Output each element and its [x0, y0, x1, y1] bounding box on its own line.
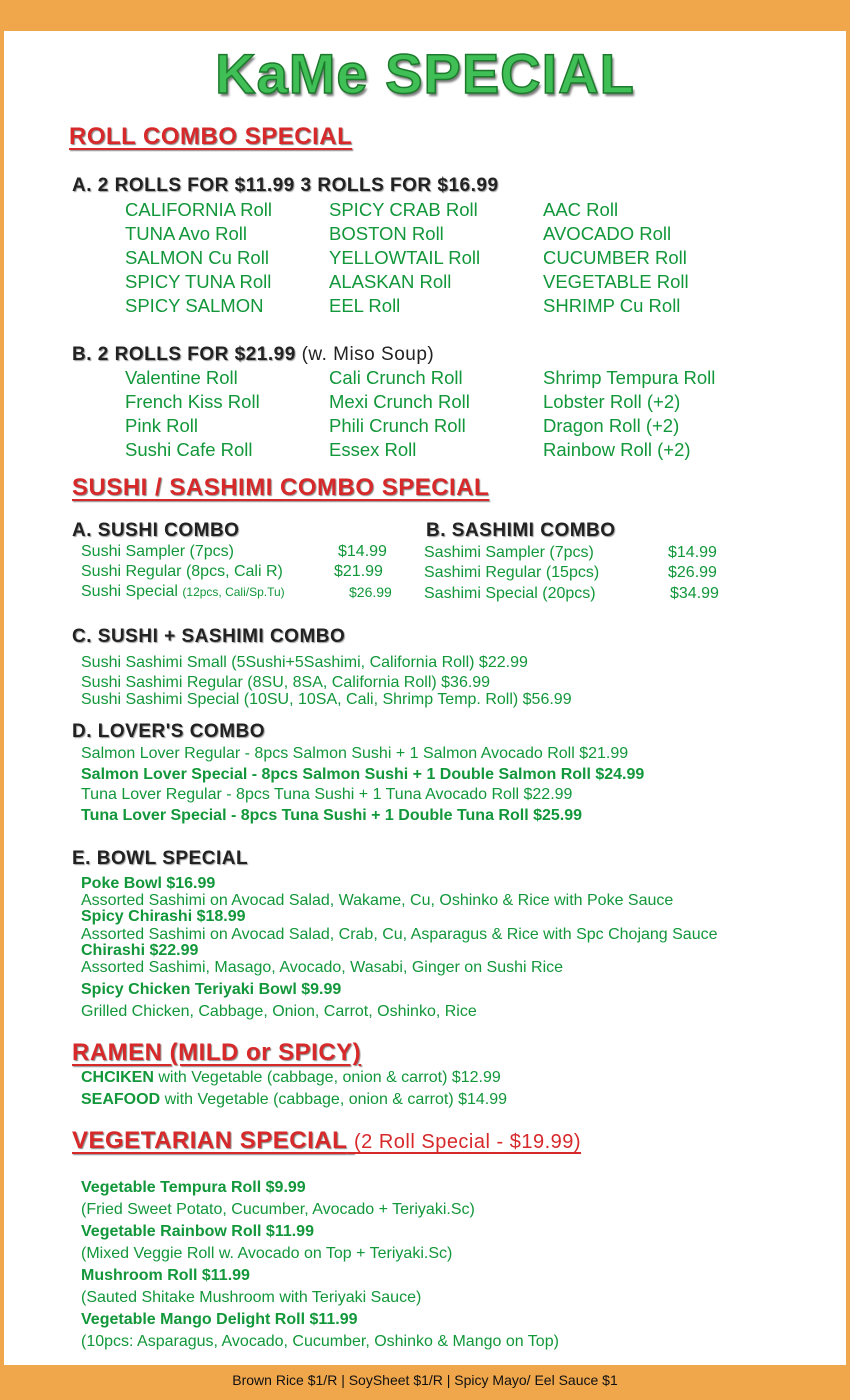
sashimi-combo-item-name: Sashimi Regular (15pcs) — [424, 564, 600, 581]
bowl-item-name: Spicy Chirashi $18.99 — [81, 908, 246, 925]
veg-item-desc: (Fried Sweet Potato, Cucumber, Avocado + Teriyaki.Sc) — [81, 1201, 475, 1218]
veg-item-name: Vegetable Mango Delight Roll $11.99 — [81, 1311, 358, 1328]
sushi-combo-item-name: Sushi Regular (8pcs, Cali R) — [81, 563, 283, 580]
veg-item-name: Vegetable Tempura Roll $9.99 — [81, 1179, 306, 1196]
list-item: Shrimp Tempura Roll — [543, 367, 716, 388]
list-item: SPICY TUNA Roll — [125, 271, 272, 292]
lovers-combo-heading: D. LOVER'S COMBO — [72, 721, 266, 742]
list-item: SPICY CRAB Roll — [329, 199, 478, 220]
ramen-heading: RAMEN (MILD or SPICY) — [72, 1039, 362, 1066]
list-item: VEGETABLE Roll — [543, 271, 689, 292]
list-item: Rainbow Roll (+2) — [543, 439, 691, 460]
list-item: Dragon Roll (+2) — [543, 415, 680, 436]
sushi-combo-item-name: Sushi Sampler (7pcs) — [81, 543, 234, 560]
sushi-sashimi-heading: SUSHI / SASHIMI COMBO SPECIAL — [72, 474, 490, 501]
list-item: Salmon Lover Regular - 8pcs Salmon Sushi + 1 Salmon Avocado Roll $21.99 — [81, 745, 629, 762]
list-item: Pink Roll — [125, 415, 198, 436]
sushi-combo-heading: A. SUSHI COMBO — [72, 520, 240, 541]
sashimi-combo-heading: B. SASHIMI COMBO — [426, 520, 616, 541]
bowl-item-desc: Grilled Chicken, Cabbage, Onion, Carrot, Oshinko, Rice — [81, 1003, 477, 1020]
roll-combo-b-note: (w. Miso Soup) — [301, 344, 435, 365]
list-item: EEL Roll — [329, 295, 401, 316]
list-item: Essex Roll — [329, 439, 417, 460]
sashimi-combo-item-price: $34.99 — [670, 585, 719, 602]
list-item: Cali Crunch Roll — [329, 367, 463, 388]
bowl-item-name: Poke Bowl $16.99 — [81, 875, 216, 892]
list-item: AAC Roll — [543, 199, 619, 220]
sashimi-combo-item-price: $14.99 — [668, 544, 717, 561]
list-item: SALMON Cu Roll — [125, 247, 269, 268]
menu-panel — [4, 31, 846, 1365]
bowl-item-desc: Assorted Sashimi on Avocad Salad, Wakame, Cu, Oshinko & Rice with Poke Sauce — [81, 892, 674, 909]
veg-item-name: Vegetable Rainbow Roll $11.99 — [81, 1223, 314, 1240]
list-item: Phili Crunch Roll — [329, 415, 466, 436]
bowl-item-desc: Assorted Sashimi, Masago, Avocado, Wasabi, Ginger on Sushi Rice — [81, 959, 564, 976]
roll-combo-heading: ROLL COMBO SPECIAL — [69, 123, 353, 150]
vegetarian-heading: VEGETARIAN SPECIAL (2 Roll Special - $19.99) — [72, 1127, 582, 1154]
list-item: Sushi Sashimi Small (5Sushi+5Sashimi, California Roll) $22.99 — [81, 654, 528, 671]
list-item: Lobster Roll (+2) — [543, 391, 681, 412]
sashimi-combo-item-name: Sashimi Special (20pcs) — [424, 585, 596, 602]
veg-item-desc: (Sauted Shitake Mushroom with Teriyaki Sauce) — [81, 1289, 422, 1306]
list-item: BOSTON Roll — [329, 223, 444, 244]
list-item: Valentine Roll — [125, 367, 238, 388]
list-item: Sushi Cafe Roll — [125, 439, 253, 460]
list-item: CALIFORNIA Roll — [125, 199, 273, 220]
list-item: Sushi Sashimi Special (10SU, 10SA, Cali, Shrimp Temp. Roll) $56.99 — [81, 691, 572, 708]
ramen-item: SEAFOOD with Vegetable (cabbage, onion & carrot) $14.99 — [81, 1091, 508, 1108]
list-item: Salmon Lover Special - 8pcs Salmon Sushi + 1 Double Salmon Roll $24.99 — [81, 766, 645, 783]
sashimi-combo-item-price: $26.99 — [668, 564, 717, 581]
list-item: French Kiss Roll — [125, 391, 260, 412]
list-item: Tuna Lover Special - 8pcs Tuna Sushi + 1 Double Tuna Roll $25.99 — [81, 807, 583, 824]
roll-combo-a-heading: A. 2 ROLLS FOR $11.99 3 ROLLS FOR $16.99 — [72, 175, 499, 196]
bowl-special-heading: E. BOWL SPECIAL — [72, 848, 249, 869]
list-item: SPICY SALMON — [125, 295, 264, 316]
veg-item-desc: (Mixed Veggie Roll w. Avocado on Top + Teriyaki.Sc) — [81, 1245, 453, 1262]
ramen-item: CHCIKEN with Vegetable (cabbage, onion & carrot) $12.99 — [81, 1069, 501, 1086]
list-item: CUCUMBER Roll — [543, 247, 687, 268]
list-item: ALASKAN Roll — [329, 271, 452, 292]
sushi-combo-item-price: $21.99 — [334, 563, 383, 580]
veg-item-desc: (10pcs: Asparagus, Avocado, Cucumber, Oshinko & Mango on Top) — [81, 1333, 559, 1350]
veg-item-name: Mushroom Roll $11.99 — [81, 1267, 250, 1284]
sushi-combo-item-price: $14.99 — [338, 543, 387, 560]
sushi-sashimi-combo-heading: C. SUSHI + SASHIMI COMBO — [72, 626, 346, 647]
menu-title: KaMe SPECIAL — [215, 42, 635, 105]
list-item: Sushi Sashimi Regular (8SU, 8SA, California Roll) $36.99 — [81, 674, 491, 691]
sashimi-combo-item-name: Sashimi Sampler (7pcs) — [424, 544, 594, 561]
list-item: Mexi Crunch Roll — [329, 391, 470, 412]
footer-extras: Brown Rice $1/R | SoySheet $1/R | Spicy Mayo/ Eel Sauce $1 — [232, 1372, 618, 1388]
vegetarian-note: (2 Roll Special - $19.99) — [354, 1131, 582, 1153]
sushi-special-item: Sushi Special (12pcs, Cali/Sp.Tu) — [81, 583, 285, 600]
bowl-item-desc: Assorted Sashimi on Avocad Salad, Crab, Cu, Asparagus & Rice with Spc Chojang Sauce — [81, 926, 718, 943]
list-item: AVOCADO Roll — [543, 223, 672, 244]
bowl-item-name: Chirashi $22.99 — [81, 942, 199, 959]
list-item: SHRIMP Cu Roll — [543, 295, 681, 316]
bowl-item-name: Spicy Chicken Teriyaki Bowl $9.99 — [81, 981, 342, 998]
roll-combo-b-heading: B. 2 ROLLS FOR $21.99 (w. Miso Soup) — [72, 344, 435, 365]
sushi-special-price: $26.99 — [349, 584, 392, 600]
list-item: TUNA Avo Roll — [125, 223, 248, 244]
list-item: YELLOWTAIL Roll — [329, 247, 481, 268]
list-item: Tuna Lover Regular - 8pcs Tuna Sushi + 1 Tuna Avocado Roll $22.99 — [81, 786, 573, 803]
sushi-special-detail: (12pcs, Cali/Sp.Tu) — [182, 585, 285, 599]
